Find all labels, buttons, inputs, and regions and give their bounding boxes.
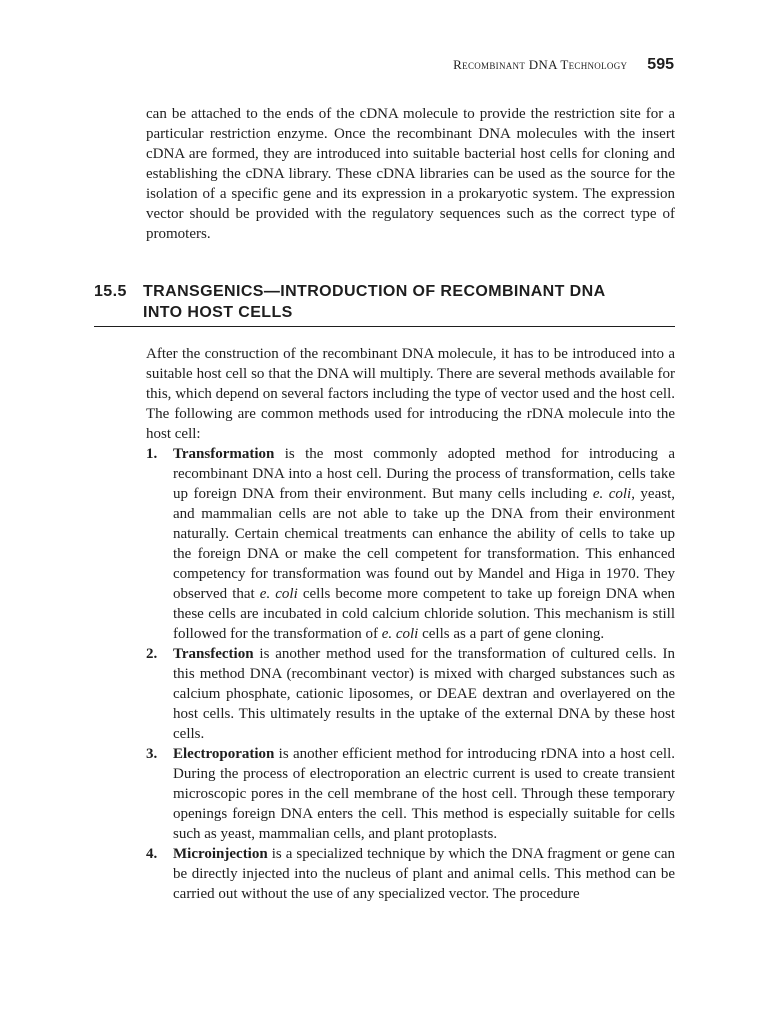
item-text: is another method used for the transformation of cultured cells. In this method DNA (recombinant vector) is mixed with charged substances such as calcium phosphate, cationic liposomes, or DEAE dextran and overlayered on the host cells. This ultimately results in the uptake of the external DNA by these host cells. — [173, 646, 675, 742]
list-item — [146, 744, 675, 844]
list-item — [146, 644, 675, 744]
item-text: cells as a part of gene cloning. — [418, 626, 605, 642]
list-number: 2. — [146, 646, 158, 662]
list-number: 4. — [146, 846, 158, 862]
page-number: 595 — [647, 56, 674, 73]
species-name: e. coli — [381, 626, 419, 642]
term-transfection: Transfection — [173, 646, 254, 662]
term-microinjection: Microinjection — [173, 846, 268, 862]
section-title-line2: INTO HOST CELLS — [143, 304, 293, 321]
list-number: 1. — [146, 446, 158, 462]
item-text: cells become more competent to take up foreign DNA when these cells are incubated in cold calcium chloride solution. This mechanism is still followed for the transformation of — [173, 586, 676, 642]
item-text: is the most commonly adopted method for introducing a recombinant DNA into a host cell. During the process of transformation, cells take up foreign DNA from their environment. But many cells including — [173, 446, 675, 502]
list-item — [146, 844, 675, 904]
term-transformation: Transformation — [173, 446, 275, 462]
section-title-line1: TRANSGENICS—INTRODUCTION OF RECOMBINANT DNA — [143, 283, 606, 300]
item-text: is another efficient method for introducing rDNA into a host cell. During the process of electroporation an electric current is used to create transient microscopic pores in the cell membrane of the host cell. Through these temporary openings foreign DNA enters the cell. This method is especially suitable for cells such as yeast, mammalian cells, and plant protoplasts. — [173, 746, 675, 842]
section-body — [146, 344, 675, 904]
running-title: Recombinant DNA Technology — [453, 57, 628, 72]
term-electroporation: Electroporation — [173, 746, 275, 762]
intro-paragraph: can be attached to the ends of the cDNA molecule to provide the restriction site for a particular restriction enzyme. Once the recombinant DNA molecules with the insert cDNA are formed, they are introduced into suitable bacterial host cells for cloning and establishing the cDNA library. These cDNA libraries can be used as the source for the isolation of a specific gene and its expression in a prokaryotic system. The expression vector should be provided with the regulatory sequences such as the correct type of promoters. — [146, 106, 675, 242]
list-item — [146, 444, 675, 644]
item-text: is a specialized technique by which the DNA fragment or gene can be directly injected into the nucleus of plant and animal cells. This method can be carried out without the use of any specialized vector. The procedure — [173, 846, 675, 902]
running-head — [0, 56, 674, 74]
section-number: 15.5 — [94, 283, 127, 300]
section-intro-paragraph: After the construction of the recombinant DNA molecule, it has to be introduced into a suitable host cell so that the DNA will multiply. There are several methods available for this, which depend on several factors including the type of vector used and the host cell. The following are common methods used for introducing the rDNA molecule into the host cell: — [146, 346, 675, 442]
item-text: , yeast, and mammalian cells are not able to take up the DNA from their environment naturally. Certain chemical treatments can enhance the ability of cells to take up the foreign DNA or make the cell competent for transformation. This enhanced competency for transformation was found out by Mandel and Higa in 1970. They observed that — [173, 486, 675, 602]
species-name: e. coli — [592, 486, 632, 502]
list-number: 3. — [146, 746, 158, 762]
section-heading — [94, 281, 675, 327]
species-name: e. coli — [259, 586, 298, 602]
methods-list — [146, 444, 675, 904]
